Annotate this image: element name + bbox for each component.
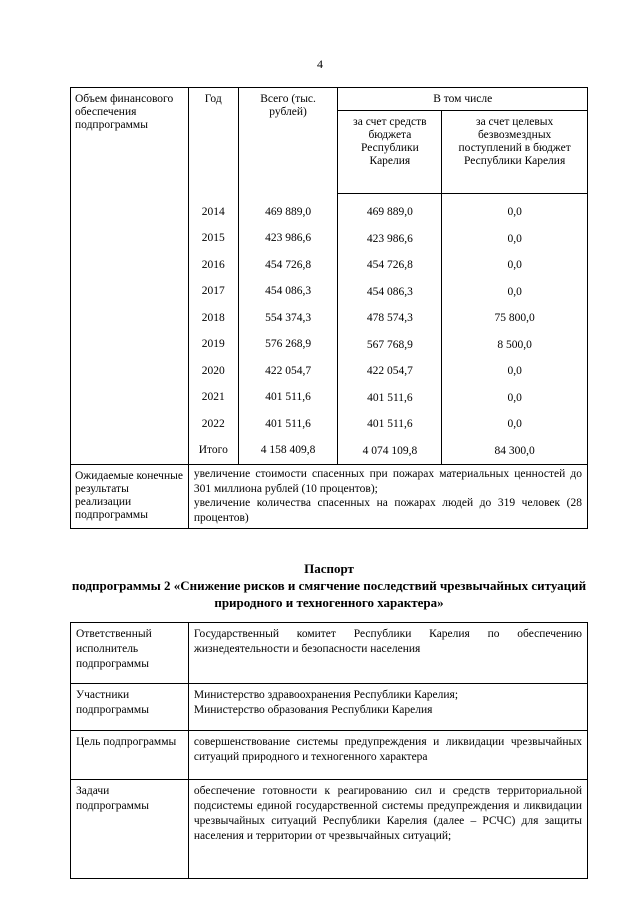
year-value: 2019 xyxy=(201,338,225,350)
passport-text-line: Министерство здравоохранения Республики Карелия; xyxy=(193,689,459,701)
total-value: 401 511,6 xyxy=(265,391,311,403)
passport-row xyxy=(71,684,588,731)
targeted-value: 0,0 xyxy=(507,206,522,218)
col-targeted-header: за счет целевых безвозмездных поступлений в бюджет Республики Карелия xyxy=(442,111,588,194)
year-value: Итого xyxy=(198,444,228,456)
passport-row-label: Участники подпрограммы xyxy=(71,684,189,731)
total-value: 576 268,9 xyxy=(265,338,312,350)
targeted-value: 0,0 xyxy=(507,365,522,377)
passport-row-text xyxy=(188,684,587,731)
passport-subtitle: подпрограммы 2 «Снижение рисков и смягчение последствий чрезвычайных ситуаций природного и техногенного характера» xyxy=(71,578,587,610)
year-value: 2018 xyxy=(201,311,225,324)
year-value: 2020 xyxy=(201,364,225,377)
passport-row xyxy=(71,623,588,684)
passport-row xyxy=(71,780,588,879)
budget-value: 469 889,0 xyxy=(366,206,413,218)
passport-row-text xyxy=(188,623,587,684)
targeted-value: 0,0 xyxy=(507,285,522,298)
finance-header-row xyxy=(71,88,588,111)
budget-value: 401 511,6 xyxy=(367,418,413,430)
passport-row-label: Цель подпрограммы xyxy=(71,731,189,780)
targeted-column xyxy=(442,194,588,465)
col-total-header: Всего (тыс. рублей) xyxy=(238,88,338,194)
year-value: 2015 xyxy=(201,232,225,244)
passport-text-line: Министерство образования Республики Карелия xyxy=(193,704,433,716)
passport-row-text xyxy=(188,731,587,780)
total-column xyxy=(238,194,338,465)
col-year-header: Год xyxy=(188,88,238,194)
results-row xyxy=(71,465,588,529)
budget-column xyxy=(338,194,442,465)
budget-value: 401 511,6 xyxy=(367,391,413,404)
passport-text-line: совершенствование системы предупреждения и ликвидации чрезвычайных ситуаций природного и техногенного характера xyxy=(193,736,582,763)
total-value: 422 054,7 xyxy=(265,364,312,377)
targeted-value: 0,0 xyxy=(507,259,522,271)
passport-heading xyxy=(70,560,588,611)
budget-value: 4 074 109,8 xyxy=(362,444,418,457)
passport-title: Паспорт xyxy=(304,561,354,576)
year-value: 2017 xyxy=(201,285,225,297)
results-line: увеличение стоимости спасенных при пожарах материальных ценностей до 301 миллиона рублей (10 процентов); xyxy=(193,468,582,495)
budget-value: 454 726,8 xyxy=(366,259,413,271)
total-value: 454 726,8 xyxy=(265,258,312,271)
targeted-value: 0,0 xyxy=(507,418,522,430)
year-value: 2014 xyxy=(201,205,225,218)
total-value: 554 374,3 xyxy=(265,311,312,324)
total-value: 469 889,0 xyxy=(265,205,312,218)
year-value: 2022 xyxy=(201,417,225,430)
total-value: 423 986,6 xyxy=(265,232,312,244)
passport-text-line: Государственный комитет Республики Карелия по обеспечению жизнедеятельности и безопасности населения xyxy=(193,628,582,655)
passport-row-label: Задачи подпрограммы xyxy=(71,780,189,879)
passport-row-label: Ответственный исполнитель подпрограммы xyxy=(71,623,189,684)
year-value: 2021 xyxy=(201,391,225,403)
finance-row-label: Объем финансового обеспечения подпрограммы xyxy=(71,88,189,465)
budget-value: 478 574,3 xyxy=(366,312,413,324)
year-column xyxy=(188,194,238,465)
targeted-value: 75 800,0 xyxy=(494,312,535,324)
targeted-value: 0,0 xyxy=(507,232,522,245)
col-budget-header: за счет средств бюджета Республики Карелия xyxy=(338,111,442,194)
targeted-value: 8 500,0 xyxy=(497,338,532,351)
budget-value: 567 768,9 xyxy=(366,338,413,351)
budget-value: 423 986,6 xyxy=(366,232,413,245)
col-including-header: В том числе xyxy=(338,88,588,111)
budget-value: 454 086,3 xyxy=(366,285,413,298)
finance-table xyxy=(70,87,588,529)
passport-text-line: обеспечение готовности к реагированию сил и средств территориальной подсистемы единой государственной системы предупреждения и ликвидации чрезвычайных ситуаций Республики Карелия (далее – РСЧС) для защиты населения и территории от чрезвычайных ситуаций; xyxy=(193,785,582,842)
passport-row xyxy=(71,731,588,780)
results-label: Ожидаемые конечные результаты реализации подпрограммы xyxy=(71,465,189,529)
page-number: 4 xyxy=(317,57,323,71)
year-value: 2016 xyxy=(201,258,225,271)
results-line: увеличение количества спасенных на пожарах людей до 319 человек (28 процентов) xyxy=(193,497,582,524)
passport-row-text xyxy=(188,780,587,879)
total-value: 4 158 409,8 xyxy=(260,444,316,456)
passport-table xyxy=(70,622,588,879)
targeted-value: 84 300,0 xyxy=(494,444,535,457)
total-value: 401 511,6 xyxy=(265,417,311,430)
budget-value: 422 054,7 xyxy=(366,365,413,377)
targeted-value: 0,0 xyxy=(507,391,522,404)
total-value: 454 086,3 xyxy=(265,285,312,297)
results-text xyxy=(188,465,587,529)
